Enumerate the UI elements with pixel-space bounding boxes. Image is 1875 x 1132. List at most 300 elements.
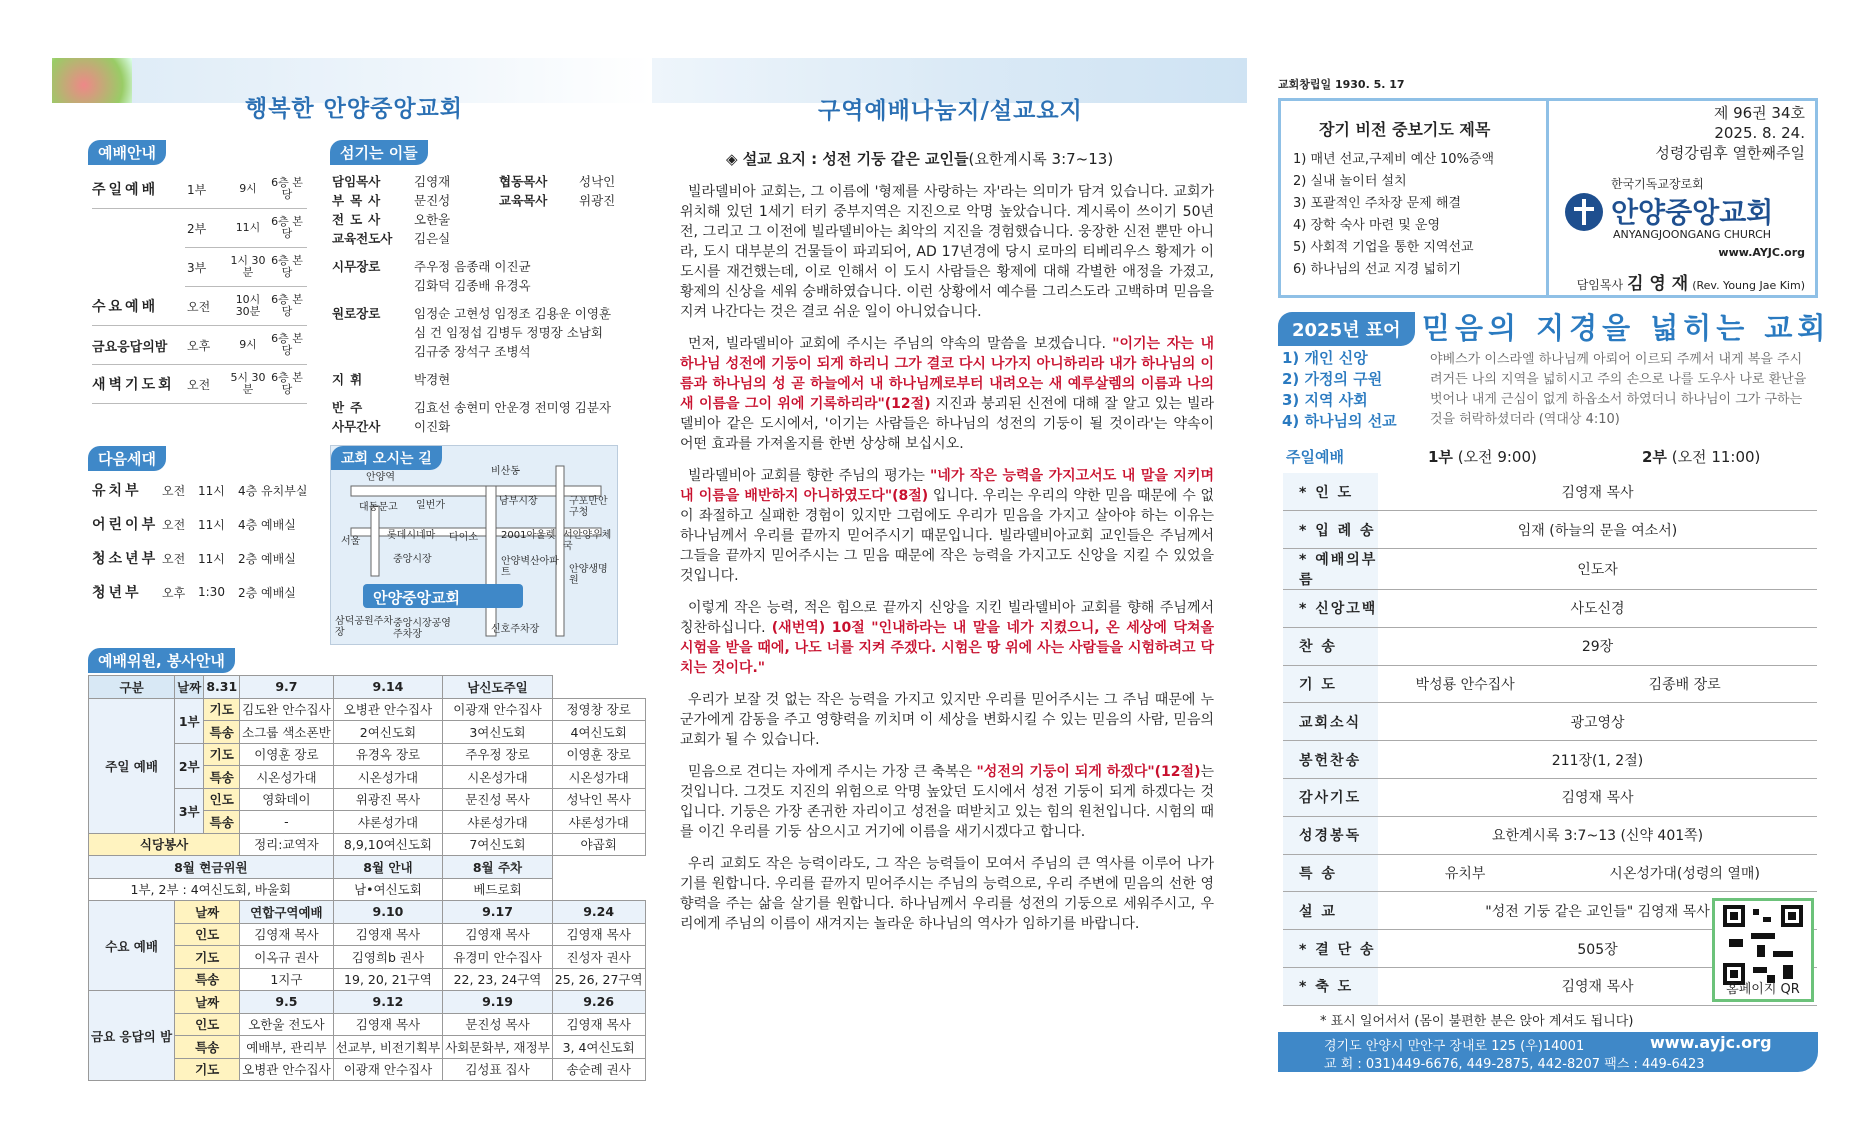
order-value: 사도신경 (1378, 590, 1817, 628)
sermon-ref: (요한계시록 3:7~13) (968, 150, 1114, 168)
duty-cell: 인도 (204, 788, 240, 811)
mid-banner-title: 구역예배나눔지/설교요지 (818, 98, 1083, 124)
duty-cell: 특송 (175, 968, 240, 991)
duty-cell: 김영재 목사 (552, 1013, 645, 1036)
staff-names: 위광진 (579, 193, 616, 208)
footer-bar (1278, 1032, 1818, 1072)
map-church-label: 안양중앙교회 (373, 589, 460, 607)
duty-cell: 남신도주일 (443, 676, 553, 699)
next-gen-place: 4층 예배실 (238, 517, 296, 532)
order-value: 김영재 목사 (1378, 473, 1817, 511)
staff-role: 교육목사 (499, 193, 548, 208)
duty-cell: 19, 20, 21구역 (333, 968, 443, 991)
duty-cell: 2여신도회 (333, 721, 443, 744)
duty-cell: 기도 (204, 743, 240, 766)
duty-cell: 김영재 목사 (333, 923, 443, 946)
staff-row (332, 417, 450, 435)
left-banner-title: 행복한 안양중앙교회 (245, 96, 463, 122)
duty-cell: 영화데이 (240, 788, 334, 811)
next-gen-row (92, 582, 312, 602)
map-label: 다이소 (449, 532, 478, 543)
issue-date: 2025. 8. 24. (1714, 124, 1805, 142)
staff-names: 임정순 고현성 임정조 김용운 이영훈 (414, 306, 612, 321)
next-gen-place: 2층 예배실 (238, 585, 296, 600)
worship-name: 주일예배 (92, 182, 159, 198)
motto: 믿음의 지경을 넓히는 교회 (1422, 311, 1831, 345)
worship-pill: 예배안내 (88, 140, 166, 165)
duty-cell: 유경옥 장로 (333, 743, 443, 766)
church-name: 안양중앙교회 (1611, 196, 1774, 229)
worship-time: 9시 (239, 338, 257, 351)
year-pill: 2025년 표어 (1278, 312, 1415, 346)
order-value: 김영재 목사 (1378, 968, 1817, 1006)
map-label: 서안양우체국 (563, 530, 612, 552)
staff-role: 담임목사 (332, 174, 381, 189)
duty-cell: 9.19 (443, 991, 553, 1014)
road-v3 (371, 506, 379, 576)
duty-cell: 2부 (175, 743, 204, 788)
qr-box (1712, 898, 1814, 1002)
next-gen-time: 오전 (162, 483, 186, 498)
duty-cell: 날짜 (175, 901, 240, 924)
vision-box (1281, 101, 1549, 295)
staff-row (332, 172, 615, 190)
pastor-line (1577, 269, 1805, 294)
duty-cell: 9.5 (240, 991, 334, 1014)
goal-item: 4) 하나님의 선교 (1282, 412, 1397, 430)
duty-cell: 이광재 안수집사 (333, 1058, 443, 1081)
staff-row (332, 304, 611, 322)
worship-place: 6층 본당 (271, 176, 303, 201)
duty-cell: 이영훈 장로 (240, 743, 334, 766)
sermon-paragraph (680, 690, 1214, 750)
worship-session: 1부 (187, 182, 207, 197)
duty-cell: 4여신도회 (552, 721, 645, 744)
worship-place: 6층 본당 (271, 371, 303, 396)
duty-cell: 수요 예배 (89, 901, 175, 991)
worship-time: 9시 (239, 182, 257, 195)
duty-cell: 베드로회 (443, 878, 553, 901)
svc-head-1: 1부 (오전 9:00) (1428, 448, 1537, 466)
map-label: 롯데시네마 (387, 530, 436, 541)
duty-cell: 날짜 (175, 991, 240, 1014)
footer-web: www.ayjc.org (1650, 1033, 1772, 1052)
order-label: 교회소식 (1283, 703, 1378, 741)
vision-item: 2) 실내 놀이터 설치 (1293, 174, 1407, 189)
staff-names: 김화덕 김종배 유경옥 (414, 278, 531, 293)
staff-names: 주우정 음종래 이진균 (414, 259, 531, 274)
duty-cell: 9.24 (552, 901, 645, 924)
order-value: 211장(1, 2절) (1378, 741, 1817, 779)
next-gen-place: 2층 예배실 (238, 551, 296, 566)
duty-cell: 유경미 안수집사 (443, 946, 553, 969)
order-value: 29장 (1378, 627, 1817, 665)
duty-cell: 특송 (204, 721, 240, 744)
duty-cell: 25, 26, 27구역 (552, 968, 645, 991)
map-label: 중앙시장 (393, 554, 432, 565)
order-row (1283, 549, 1817, 590)
worship-row (92, 367, 307, 401)
staff-role: 사무간사 (332, 419, 381, 434)
worship-session: 2부 (187, 221, 207, 236)
duty-cell: 특송 (204, 766, 240, 789)
order-label: 기 도 (1283, 665, 1378, 703)
duty-cell: 성낙인 목사 (552, 788, 645, 811)
worship-time: 1시 30분 (230, 254, 266, 279)
issue-week: 성령강림후 열한째주일 (1655, 144, 1805, 162)
duty-row (89, 856, 646, 879)
order-label: 감사기도 (1283, 779, 1378, 817)
order-row (1283, 741, 1817, 779)
worship-place: 6층 본당 (271, 254, 303, 279)
web-small: www.AYJC.org (1718, 246, 1805, 259)
sermon-text: (새번역) 10절 "인내하라는 내 말을 네가 지켰으니, 온 세상에 닥쳐올 시험을 받을 때에, 나도 너를 지켜 주겠다. 시험은 땅 위에 사는 사람들을 시험하려고 닥치는 것이다." (680, 620, 1215, 676)
map-label: 일번가 (416, 500, 445, 511)
duty-cell: 9.17 (443, 901, 553, 924)
duty-cell: 문진성 목사 (443, 1013, 553, 1036)
order-value: 임재 (하늘의 문을 여소서) (1378, 511, 1817, 549)
sermon-text: 는 것입니다. 그것도 지진의 위험으로 악명 높았던 도시에서 성전 기둥이 되게 하겠다는 것입니다. 기둥은 가장 존귀한 자리이고 성전을 떠받치고 있는 힘의 원천입니다. 시험의 때를 이긴 우리를 기둥 삼으시고 거기에 이름을 새기시겠다고 합니다. (680, 764, 1214, 840)
sermon-paragraph (680, 854, 1214, 934)
duty-cell: 김영재 목사 (443, 923, 553, 946)
next-gen-name: 청년부 (92, 585, 142, 601)
duty-cell: 오병관 안수집사 (333, 698, 443, 721)
duty-cell: 시온성가대 (333, 766, 443, 789)
sermon-body (680, 182, 1214, 946)
order-row (1283, 473, 1817, 511)
map-label: 서울 (341, 536, 361, 547)
worship-place: 6층 본당 (271, 215, 303, 240)
duty-cell: 송순례 권사 (552, 1058, 645, 1081)
staff-row (332, 276, 531, 294)
order-label: 봉헌찬송 (1283, 741, 1378, 779)
duty-cell: 8,9,10여신도회 (333, 833, 443, 856)
order-label: * 축 도 (1283, 968, 1378, 1006)
order-label: * 인 도 (1283, 473, 1378, 511)
worship-divider (185, 247, 307, 248)
vision-item: 3) 포괄적인 주차장 문제 해결 (1293, 196, 1462, 211)
staff-names: 박경현 (414, 372, 451, 387)
map-box (330, 445, 618, 645)
logo-cross-h (1574, 207, 1594, 211)
motto-verse: 야베스가 이스라엘 하나님께 아뢰어 이르되 주께서 내게 복을 주시려거든 나의 지역을 넓히시고 주의 손으로 나를 도우사 나로 환난을 벗어나 내게 근심이 없게 하옵소서 하였더니 하나님이 그가 구하는 것을 허락하셨더라 (역대상 4:10) (1430, 352, 1807, 427)
order-value: 박성룡 안수집사 (1378, 665, 1552, 703)
duty-cell: 1지구 (240, 968, 334, 991)
worship-time: 10시 30분 (235, 293, 261, 318)
duty-cell: 9.7 (240, 676, 334, 699)
duty-cell: 날짜 (175, 676, 204, 699)
next-gen-name: 어린이부 (92, 517, 159, 533)
duty-cell: 1부 (175, 698, 204, 743)
worship-divider (185, 286, 307, 287)
staff-row (332, 257, 531, 275)
order-row (1283, 779, 1817, 817)
order-label: 특 송 (1283, 854, 1378, 892)
worship-row (92, 211, 307, 245)
duty-cell: 식당봉사 (89, 833, 240, 856)
duty-cell: 샤론성가대 (443, 811, 553, 834)
duty-cell: 기도 (175, 1058, 240, 1081)
vision-title: 장기 비전 중보기도 제목 (1319, 120, 1491, 139)
duty-cell: 1부, 2부 : 4여신도회, 바울회 (89, 878, 334, 901)
map-label: 구포만안구청 (569, 496, 608, 518)
order-row (1283, 511, 1817, 549)
staff-names: 오한울 (414, 212, 451, 227)
duty-row (89, 833, 646, 856)
map-label: 중앙시장공영주차장 (393, 618, 451, 640)
duty-cell: 특송 (175, 1036, 240, 1059)
order-value: 인도자 (1378, 549, 1817, 590)
duty-cell: 인도 (175, 1013, 240, 1036)
duty-cell: 7여신도회 (443, 833, 553, 856)
duty-cell: 소그룹 색소폰반 (240, 721, 334, 744)
staff-role: 교육전도사 (332, 231, 393, 246)
qr-label: 홈페이지 QR (1726, 982, 1800, 997)
next-gen-time: 오전 (162, 551, 186, 566)
duty-cell: 위광진 목사 (333, 788, 443, 811)
sermon-text: 지진과 붕괴된 신전에 대해 잘 알고 있는 빌라델비아 같은 도시에서, '이기는 사람들은 하나님의 성전의 기둥이 될 것이라'는 약속이 어떤 효과를 가져올지를 한번 상상해 보십시오. (680, 396, 1214, 452)
staff-names: 이진화 (414, 419, 451, 434)
duty-cell: 이광재 안수집사 (443, 698, 553, 721)
duty-cell: 선교부, 비전기획부 (333, 1036, 443, 1059)
duty-cell: 주일 예배 (89, 698, 175, 833)
map-label: 대동문고 (359, 502, 398, 513)
svc-head-2: 2부 (오전 11:00) (1642, 448, 1761, 466)
sermon-paragraph (680, 182, 1214, 322)
next-gen-row (92, 514, 312, 534)
staff-row (332, 323, 603, 341)
svc-head-label: 주일예배 (1286, 448, 1344, 466)
next-gen-place: 4층 유치부실 (238, 483, 308, 498)
duty-cell: 3여신도회 (443, 721, 553, 744)
issue-info (1655, 103, 1805, 163)
order-row (1283, 816, 1817, 854)
header-box (1278, 98, 1818, 298)
order-label: 찬 송 (1283, 627, 1378, 665)
duty-cell: 기도 (175, 946, 240, 969)
next-gen-hour: 11시 (198, 483, 225, 498)
order-row (1283, 627, 1817, 665)
worship-session: 오후 (187, 338, 211, 353)
staff-row (332, 342, 531, 360)
staff-role: 부목사 (332, 193, 387, 208)
next-gen-hour: 11시 (198, 517, 225, 532)
duty-cell: 인도 (175, 923, 240, 946)
staff-role: 반주 (332, 400, 369, 415)
worship-row (92, 289, 307, 323)
duty-cell: 3, 4여신도회 (552, 1036, 645, 1059)
duty-cell: 시온성가대 (443, 766, 553, 789)
vision-list (1293, 149, 1494, 281)
duty-cell: 김영재 목사 (240, 923, 334, 946)
duty-cell: 구분 (89, 676, 175, 699)
map-label: 삼덕공원주차장 (335, 616, 393, 638)
sermon-paragraph (680, 762, 1214, 842)
next-gen-row (92, 480, 312, 500)
staff-role: 지휘 (332, 372, 369, 387)
worship-session: 오전 (187, 299, 211, 314)
worship-divider (92, 403, 307, 404)
map-label: 안양역 (366, 472, 395, 483)
duty-cell: 금요 응답의 밤 (89, 991, 175, 1081)
worship-place: 6층 본당 (271, 293, 303, 318)
order-label: 설 교 (1283, 892, 1378, 930)
duty-cell: 김영재 목사 (333, 1013, 443, 1036)
qr-code (1723, 905, 1803, 985)
worship-divider (92, 364, 307, 365)
duty-cell: 샤론성가대 (333, 811, 443, 834)
duty-cell: 진성자 권사 (552, 946, 645, 969)
duty-cell: 9.12 (333, 991, 443, 1014)
sermon-title-line (726, 148, 1113, 169)
duty-cell: 시온성가대 (240, 766, 334, 789)
staff-row (332, 370, 450, 388)
vision-item: 5) 사회적 기업을 통한 지역선교 (1293, 240, 1474, 255)
worship-row (92, 250, 307, 284)
staff-names: 김은실 (414, 231, 451, 246)
staff-names: 문진성 (414, 193, 451, 208)
sermon-text: 입니다. 우리는 우리의 약한 믿음 때문에 수 없이 좌절하고 실패한 경험이 있지만 그럼에도 우리가 믿음을 가지고 살아야 하는 이유는 하나님께서 우리를 끝까지 믿어주시기 때문입니다. 빌라델비아교회 교인들은 주님께서 그들을 끝까지 믿어주시는 그 믿음 때문에 작은 능력을 가지고도 신앙을 지킬 수 있었을 것입니다. (680, 488, 1214, 584)
staff-row (332, 210, 450, 228)
staff-names: 심 건 임정섭 김병두 정명장 소남회 (414, 325, 603, 340)
duty-cell: 이옥규 권사 (240, 946, 334, 969)
worship-row (92, 172, 307, 206)
sermon-text: "성전의 기둥이 되게 하겠다"(12절) (976, 764, 1201, 780)
order-label: * 예배의부름 (1283, 549, 1378, 590)
phone-line: 교 회 : 031)449-6676, 449-2875, 442-8207 팩스 : 449-6423 (1324, 1057, 1705, 1072)
staff-row (332, 229, 450, 247)
map-label: 비산동 (491, 466, 520, 477)
duty-cell: 이영훈 장로 (552, 743, 645, 766)
duty-row (89, 878, 646, 901)
worship-name: 금요응답의밤 (92, 339, 168, 355)
duty-cell: 주우정 장로 (443, 743, 553, 766)
sermon-text: 이렇게 작은 능력, 적은 힘으로 끝까지 신앙을 지킨 빌라델비아 교회를 향해 주님께서 칭찬하십니다. (680, 600, 1214, 636)
sermon-text: "네가 작은 능력을 가지고서도 내 말을 지키며 내 이름을 배반하지 아니하였도다"(8절) (680, 468, 1214, 504)
map-label: 2001아울렛 (501, 530, 556, 541)
map-pill: 교회 오시는 길 (331, 446, 442, 470)
goal-item: 3) 지역 사회 (1282, 391, 1368, 409)
next-gen-pill: 다음세대 (88, 446, 166, 471)
banner-photo (52, 58, 132, 103)
sermon-title: ◈ 설교 요지 : 성전 기둥 같은 교인들 (726, 150, 969, 168)
order-row (1283, 665, 1817, 703)
duty-cell: 예배부, 관리부 (240, 1036, 334, 1059)
duty-cell: 정영창 장로 (552, 698, 645, 721)
duty-cell: 9.26 (552, 991, 645, 1014)
duty-cell: 오한울 전도사 (240, 1013, 334, 1036)
founded-date: 교회창립일 1930. 5. 17 (1278, 78, 1405, 91)
staff-role: 협동목사 (499, 174, 548, 189)
vision-item: 6) 하나님의 선교 지경 넓히기 (1293, 262, 1462, 277)
denomination: 한국기독교장로회 (1611, 177, 1704, 191)
staff-names: 김효선 송현미 안운경 전미영 김분자 (414, 400, 612, 415)
staff-role: 시무장로 (332, 259, 381, 274)
order-value-2: 김종배 장로 (1552, 665, 1817, 703)
church-name-en: ANYANGJOONGANG CHURCH (1613, 228, 1772, 241)
next-gen-name: 유치부 (92, 483, 142, 499)
duty-cell: 8월 현금위원 (89, 856, 334, 879)
duty-cell: 사회문화부, 재정부 (443, 1036, 553, 1059)
next-gen-row (92, 548, 312, 568)
pastor-name: 김 영 재 (1627, 274, 1689, 294)
logo-cross-v (1582, 199, 1586, 225)
duty-cell: 오병관 안수집사 (240, 1058, 334, 1081)
sermon-text: 믿음으로 견디는 자에게 주시는 가장 큰 축복은 (688, 764, 977, 780)
sermon-paragraph (680, 598, 1214, 678)
worship-session: 3부 (187, 260, 207, 275)
address: 경기도 안양시 만안구 장내로 125 (우)14001 (1324, 1039, 1585, 1054)
order-value-2: 시온성가대(성령의 열매) (1552, 854, 1817, 892)
worship-row (92, 328, 307, 362)
pastor-label: 담임목사 (1576, 278, 1624, 292)
order-label: * 결 단 송 (1283, 930, 1378, 968)
map-label: 안양벽산아파트 (501, 556, 559, 578)
duty-cell: 문진성 목사 (443, 788, 553, 811)
order-row (1283, 854, 1817, 892)
staff-role: 원로장로 (332, 306, 381, 321)
next-gen-time: 오전 (162, 517, 186, 532)
order-value: 유치부 (1378, 854, 1552, 892)
duty-cell: 시온성가대 (552, 766, 645, 789)
sermon-text: 빌라델비아 교회를 향한 주님의 평가는 (688, 468, 930, 484)
worship-name: 수요예배 (92, 299, 159, 315)
duty-cell: 8월 안내 (333, 856, 443, 879)
duty-cell: 김성표 집사 (443, 1058, 553, 1081)
staff-names: 김영재 (414, 174, 451, 189)
vision-item: 1) 매년 선교,구제비 예산 10%증액 (1293, 152, 1495, 167)
order-value: 김영재 목사 (1378, 779, 1817, 817)
duty-cell: 8.31 (204, 676, 240, 699)
vision-item: 4) 장학 숙사 마련 및 운영 (1293, 218, 1441, 233)
worship-time: 11시 (235, 221, 261, 234)
order-label: * 신앙고백 (1283, 590, 1378, 628)
duty-cell: - (240, 811, 334, 834)
staff-names: 성낙인 (579, 174, 616, 189)
duty-cell: 남•여신도회 (333, 878, 443, 901)
duty-cell: 김영재 목사 (552, 923, 645, 946)
duty-cell: 특송 (204, 811, 240, 834)
staff-role: 전도사 (332, 212, 387, 227)
staff-row (332, 191, 615, 209)
duty-cell: 샤론성가대 (552, 811, 645, 834)
duty-cell: 김영희b 권사 (333, 946, 443, 969)
duty-row (89, 991, 646, 1014)
next-gen-hour: 11시 (198, 551, 225, 566)
next-gen-time: 오후 (162, 585, 186, 600)
order-value: 광고영상 (1378, 703, 1817, 741)
staff-names: 김규중 장석구 조병석 (414, 344, 531, 359)
order-row (1283, 703, 1817, 741)
standing-note: * 표시 일어서서 (몸이 불편한 분은 앉아 계셔도 됩니다) (1320, 1014, 1634, 1029)
sermon-text: 우리가 보잘 것 없는 작은 능력을 가지고 있지만 우리를 믿어주시는 그 주님 때문에 누군가에게 감동을 주고 영향력을 끼치며 이 세상을 변화시킬 수 있는 믿음의 사람, 믿음의 교회가 될 수 있습니다. (680, 692, 1214, 748)
sermon-paragraph (680, 466, 1214, 586)
staff-row (332, 398, 611, 416)
next-gen-name: 청소년부 (92, 551, 159, 567)
duty-row (89, 901, 646, 924)
issue-number: 제 96권 34호 (1713, 104, 1805, 122)
worship-time: 5시 30분 (230, 371, 266, 396)
map-label: 남부시장 (499, 496, 538, 507)
duty-cell: 3부 (175, 788, 204, 833)
sermon-text: "이기는 자는 내 하나님 성전에 기둥이 되게 하리니 그가 결코 다시 나가지 아니하리라 내가 하나님의 이름과 하나님의 성 곧 하늘에서 내 하나님께로부터 내려오는 새 예루살렘의 이름과 나의 새 이름을 그이 위에 기록하리라"(12절) (680, 336, 1215, 412)
goal-list (1282, 348, 1397, 432)
duty-row (89, 698, 646, 721)
duty-cell: 22, 23, 24구역 (443, 968, 553, 991)
order-label: 성경봉독 (1283, 816, 1378, 854)
worship-session: 오전 (187, 377, 211, 392)
duty-cell: 연합구역예배 (240, 901, 334, 924)
